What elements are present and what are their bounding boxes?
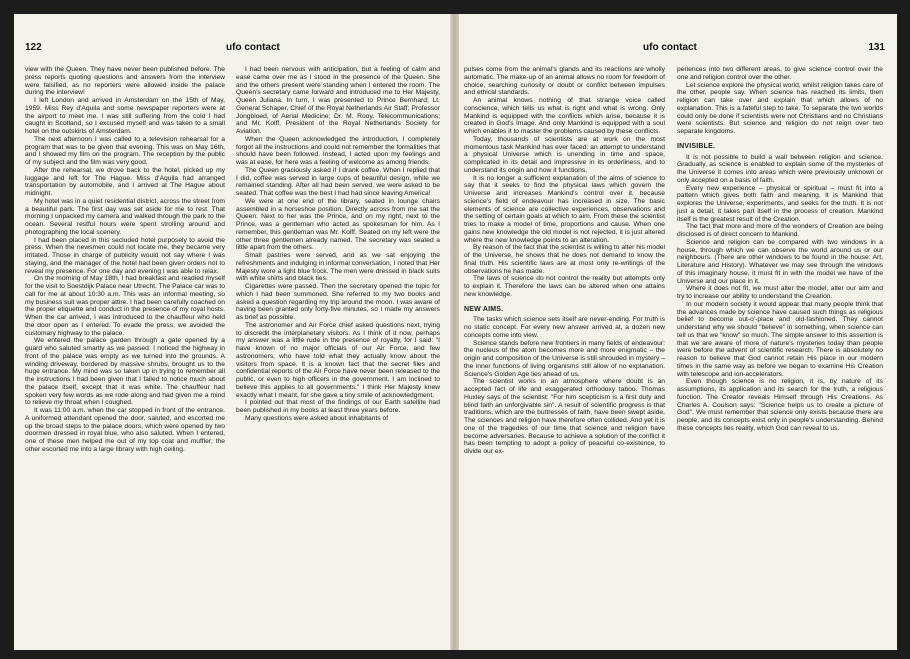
right-running-title: ufo contact xyxy=(643,42,697,53)
paragraph: The next afternoon I was called to a television rehearsal for a program that was to be given that evening. This was on May 16th, and I showed my film on the program. The reception by the public of my subject and the film was very good. xyxy=(25,135,225,166)
paragraph: Where it does not fit, we must alter the model, alter our aim and try to increase our ability to understand the Creation. xyxy=(677,285,883,300)
left-running-title: ufo contact xyxy=(226,42,280,53)
paragraph: Science and religion can be compared with two windows in a house, through which we can observe the world around us or our neighbours. (There are other windows to be found in the house: Art, Literature and History). Whatever we may see through the windows of this imaginary house, it must fit in with the model we have of the Universe and our place in it. xyxy=(677,238,883,285)
paragraph: Cigarettes were passed. Then the secretary opened the topic for which I had been summoned. She referred to my two books and asked a question regarding my trip around the moon. I was aware of having been granted only forty-five minutes, so I made my answers as brief as possible. xyxy=(236,283,440,321)
paragraph: Every new experience – physical or spiritual – must fit into a pattern which gives both faith and meaning. It is Mankind that explores the Universe, experiments, and seeks for the truth. It is not just a detail, it takes part itself in the process of creation. Mankind itself is the greatest result of the Creation. xyxy=(677,184,883,223)
paragraph: periences into two different areas, to give science control over the one and religion control over the other. xyxy=(677,66,883,81)
paragraph: The scientist works in an atmosphere where doubt is an accepted fact of life and exaggerated orthodoxy taboo. Thomas Huxley says of the scientist: "For him scepticism is a first duty and blind faith an unforgivable sin". A result of scientific progress is that traditions, which are the buttresses of faith, have been swept aside. The sciences and religion have therefore often collided. And yet it is one of the tragedies of our time that science and religion have become adversaries. Because to achieve a solution of the conflict it has been tempting to adopt a policy of peaceful co-existence, to divide our ex- xyxy=(464,378,665,455)
paragraph: It is no longer a sufficient explanation of the aims of science to say that it seeks to find the physical laws which govern the Universe and increases Mankind's control over it, because science's field of endeavour has increased in size. The basic elements of science are collective experiences, observations and the setting of certain goals at which to aim. From these the scientist tries to make a model of time, proportions and cause. When one gains new knowledge the old model is not rejected, it is just altered where the new knowledge points to an alteration. xyxy=(464,174,665,244)
paragraph: By reason of the fact that the scientist is willing to alter his model of the Universe, he shows that he does not demand to know the final truth. His scientific laws are at most only re-writings of the observations he has made. xyxy=(464,244,665,275)
paragraph: We were at one end of the library, seated in lounge chairs assembled in a horseshoe position. Directly across from me sat the Queen. Next to her was the Prince, and on my right, next to the Prince, was a gentleman who acted as spokesman for him. As I remember, this gentleman was Mr. Kolff. Seated on my left were the other three gentlemen already named. The secretary was seated a little apart from the others. xyxy=(236,197,440,252)
book-gutter xyxy=(450,14,459,650)
paragraph: In our modern society it would appear that many people think that the advances made by science have caused such things as religious belief to become out-o'-place and old-fashioned. They cannot understand why we should "believe" in something, when science can tell us that we "know" so much. The simple answer to this assertion is that we are aware of more of nature's mysteries today than people were before the advent of scientific research. There is absolutely no reason to believe that God cannot retain His place in our modern times in the same way as before we began to examine His Creation with telescope and ion-accelerators. xyxy=(677,300,883,378)
paragraph: Many questions were asked about inhabitants of xyxy=(245,414,389,422)
paragraph: When the Queen acknowledged the introduction, I completely forgot all the instructions and could not remember the formalities that should have been followed. Instead, I acted upon my feelings and was at ease, for here was a feeling of welcome as among friends. xyxy=(236,135,440,166)
left-page-number: 122 xyxy=(25,42,42,53)
paragraph: The fact that more and more of the wonders of Creation are being disclosed is of direct concern to Mankind. xyxy=(677,223,883,238)
paragraph: The astronomer and Air Force chief asked questions next, trying to discredit the interplanetary visitors. As I think of it now, perhaps my answer was a little rude in the presence of royalty, for I said: "I have known of no major officials of our Air Force, and few astronomers, who have told what they actually know about the visitors from space. It is a known fact that the secret files and confidential reports of the Air Force have never been released to the public, or even to high officers in the government. I am inclined to believe this applies to all governments." I think Her Majesty knew exactly what I meant, for she gave a tiny smile of acknowledgment. xyxy=(236,321,440,399)
paragraph: I left London and arrived in Amsterdam on the 15th of May, 1959. Miss Rey d'Aquila and some newspaper reporters were at the airport to meet me. I was still suffering from the cold I had caught in Scotland, so I excused myself and was taken to a small hotel on the outskirts of Amsterdam. xyxy=(25,97,225,135)
paragraph: We entered the palace garden through a gate opened by a guard who saluted smartly as we passed. I noticed the highway in front of the palace was empty as we turned into the grounds. A winding driveway, bordered by massive shrubs, brought us to the huge entrance. My mind was so taken up in trying to remember all the instructions I had been given that I failed to notice much about the palace itself, except that it was white. The chauffeur had spoken very few words as we rode along and had given me a mind to relieve my throat when I coughed. xyxy=(25,337,225,407)
left-column-2 xyxy=(236,66,440,646)
paragraph: It was 11:00 a.m. when the car stopped in front of the entrance. A uniformed attendant opened the door, saluted, and escorted me up the broad steps to the palace doors, which were opened by two doormen dressed in royal blue, who also saluted. When I entered, one of these men helped me out of my top coat and muffler; the other escorted me into a large library with high ceiling. xyxy=(25,407,225,453)
section-heading: NEW AIMS. xyxy=(464,305,504,313)
paragraph: It is not possible to build a wall between religion and science. Gradually, as science is enabled to explain some of the mysteries of the Universe it comes into areas which were previously unknown or only accepted on a basis of faith. xyxy=(677,153,883,184)
paragraph: Science stands before new frontiers in many fields of endeavour: the nucleus of the atom becomes more and more enigmatic – the origin and composition of the Universe is still shrouded in mystery – the inner functions of living organisms still allow of no explanation. Science's Golden Age lies ahead of us. xyxy=(464,339,665,378)
right-page-number: 131 xyxy=(868,42,885,53)
paragraph: The Queen graciously asked if I drank coffee. When I replied that I did, coffee was served in large cups of beautiful design, while we remained standing. After all had been served, we were asked to be seated. That coffee was the best I had had since leaving America! xyxy=(236,166,440,197)
paragraph: Small pastries were served, and as we sat enjoying the refreshments and indulging in informal conversation, I noted that Her Majesty wore a light blue frock. The men were dressed in black suits with white shirts and black ties. xyxy=(236,252,440,283)
right-column-2 xyxy=(677,66,883,646)
paragraph: An animal knows nothing of that strange voice called conscience, which tells us what is right and what is wrong. Only Mankind is equipped with the conflicts which arise, because it is created in God's Image. And only Mankind is equipped with a soul which enables it to master the problems caused by these conflicts. xyxy=(464,97,665,135)
right-column-1 xyxy=(464,66,665,646)
paragraph: I had been placed in this secluded hotel purposely to avoid the press. When the newsmen could not locate me, they became very irritated. Those in charge of publicity would not say where I was staying, and the manager of the hotel had been given orders not to reveal my presence. For one day and evening I was able to relax. xyxy=(25,236,225,275)
paragraph: I had been nervous with anticipation, but a feeling of calm and ease came over me as I stood in the presence of the Queen. She and the others present were standing when I entered the room. The Queen's secretary came forward and introduced me to Her Majesty, Queen Juliana. In turn, I was presented to Prince Bernhard; Lt. General Schaper, Chief of the Royal Netherlands Air Staff; Professor Jongbloed, of Aerial Medicine; Dr. M. Rooy, Telecommunications; and Mr. Kolff, President of the Royal Netherlands Society for Aviation. xyxy=(236,66,440,135)
paragraph: I pointed out that most of the findings of our Earth satellite had been published in my books at least three years before. xyxy=(236,399,440,414)
paragraph: Even though science is no religion, it is, by nature of its assumptions, its application and its search for the truth, a religious function. The Creator reveals Himself through His Creations. As Charles A. Coulson says: "Science helps us to create a picture of God". We must remember that science only exists because there are people, and its concepts exist only in people's understanding. Behind these concepts lies reality, which God can reveal to us. xyxy=(677,378,883,432)
left-page xyxy=(14,14,450,650)
paragraph: pulses come from the animal's glands and its reactions are wholly automatic. The make-up of an animal allows no room for freedom of choice, searching curiosity or doubt or conflict between impulses and ethical standards. xyxy=(464,66,665,97)
paragraph: On the morning of May 18th, I had breakfast and readied myself for the visit to Soestdijk Palace near Utrecht. The Palace car was to call for me at about 10:30 a.m. This was an informal meeting, so my business suit was proper attire. I had been carefully coached on the proper etiquette and conduct in the presence of my royal hosts. When the car arrived, I was introduced to the chauffeur who held the door open as I entered. To evade the press, we avoided the customary highway to the palace. xyxy=(25,275,225,337)
paragraph: Let science explore the physical world, whilst religion takes care of the other, people say. When science has reached its limits, then religion can take over and explain that which allows of no explanation. This is a fateful step to take. To separate the two worlds could only be done if scientists were not Christians and no Christians were scientists. But science and religion do not reign over two separate kingdoms. xyxy=(677,81,883,135)
paragraph: view with the Queen. They have never been published before. The press reports quoting questions and answers from the interview were falsified, as no reporters were allowed inside the palace during the interview! xyxy=(25,66,225,97)
left-column-1 xyxy=(25,66,225,646)
paragraph: After the rehearsal, we drove back to the hotel, picked up my luggage and left for The Hague. Miss d'Aquila had arranged transportation by automobile, and I arrived at The Hague about midnight. xyxy=(25,166,225,197)
paragraph: The laws of science do not control the reality but attempts only to explain it. Therefore the laws can be altered when one attains new knowledge. xyxy=(464,275,665,298)
section-heading: INVISIBLE. xyxy=(677,142,716,150)
paragraph: The tasks which science sets itself are never-ending. For truth is no static concept. For every new answer arrived at, a dozen new concepts come into view. xyxy=(464,316,665,339)
paragraph: My hotel was in a quiet residential district, across the street from a beautiful park. The first day was set aside for me to rest. That morning I unpacked my camera and walked through the park to the ocean. Several restful hours were spent strolling around and photographing the local scenery. xyxy=(25,197,225,236)
right-page xyxy=(459,14,897,650)
paragraph: Today, thousands of scientists are at work on the most momentous task Mankind has ever faced: an attempt to understand a physical Universe which is unending in time and space, complicated in its detail and impressive in its orderliness, and to understand its origin and how it functions. xyxy=(464,135,665,174)
right-page-header xyxy=(459,42,897,56)
left-page-header xyxy=(14,42,450,56)
